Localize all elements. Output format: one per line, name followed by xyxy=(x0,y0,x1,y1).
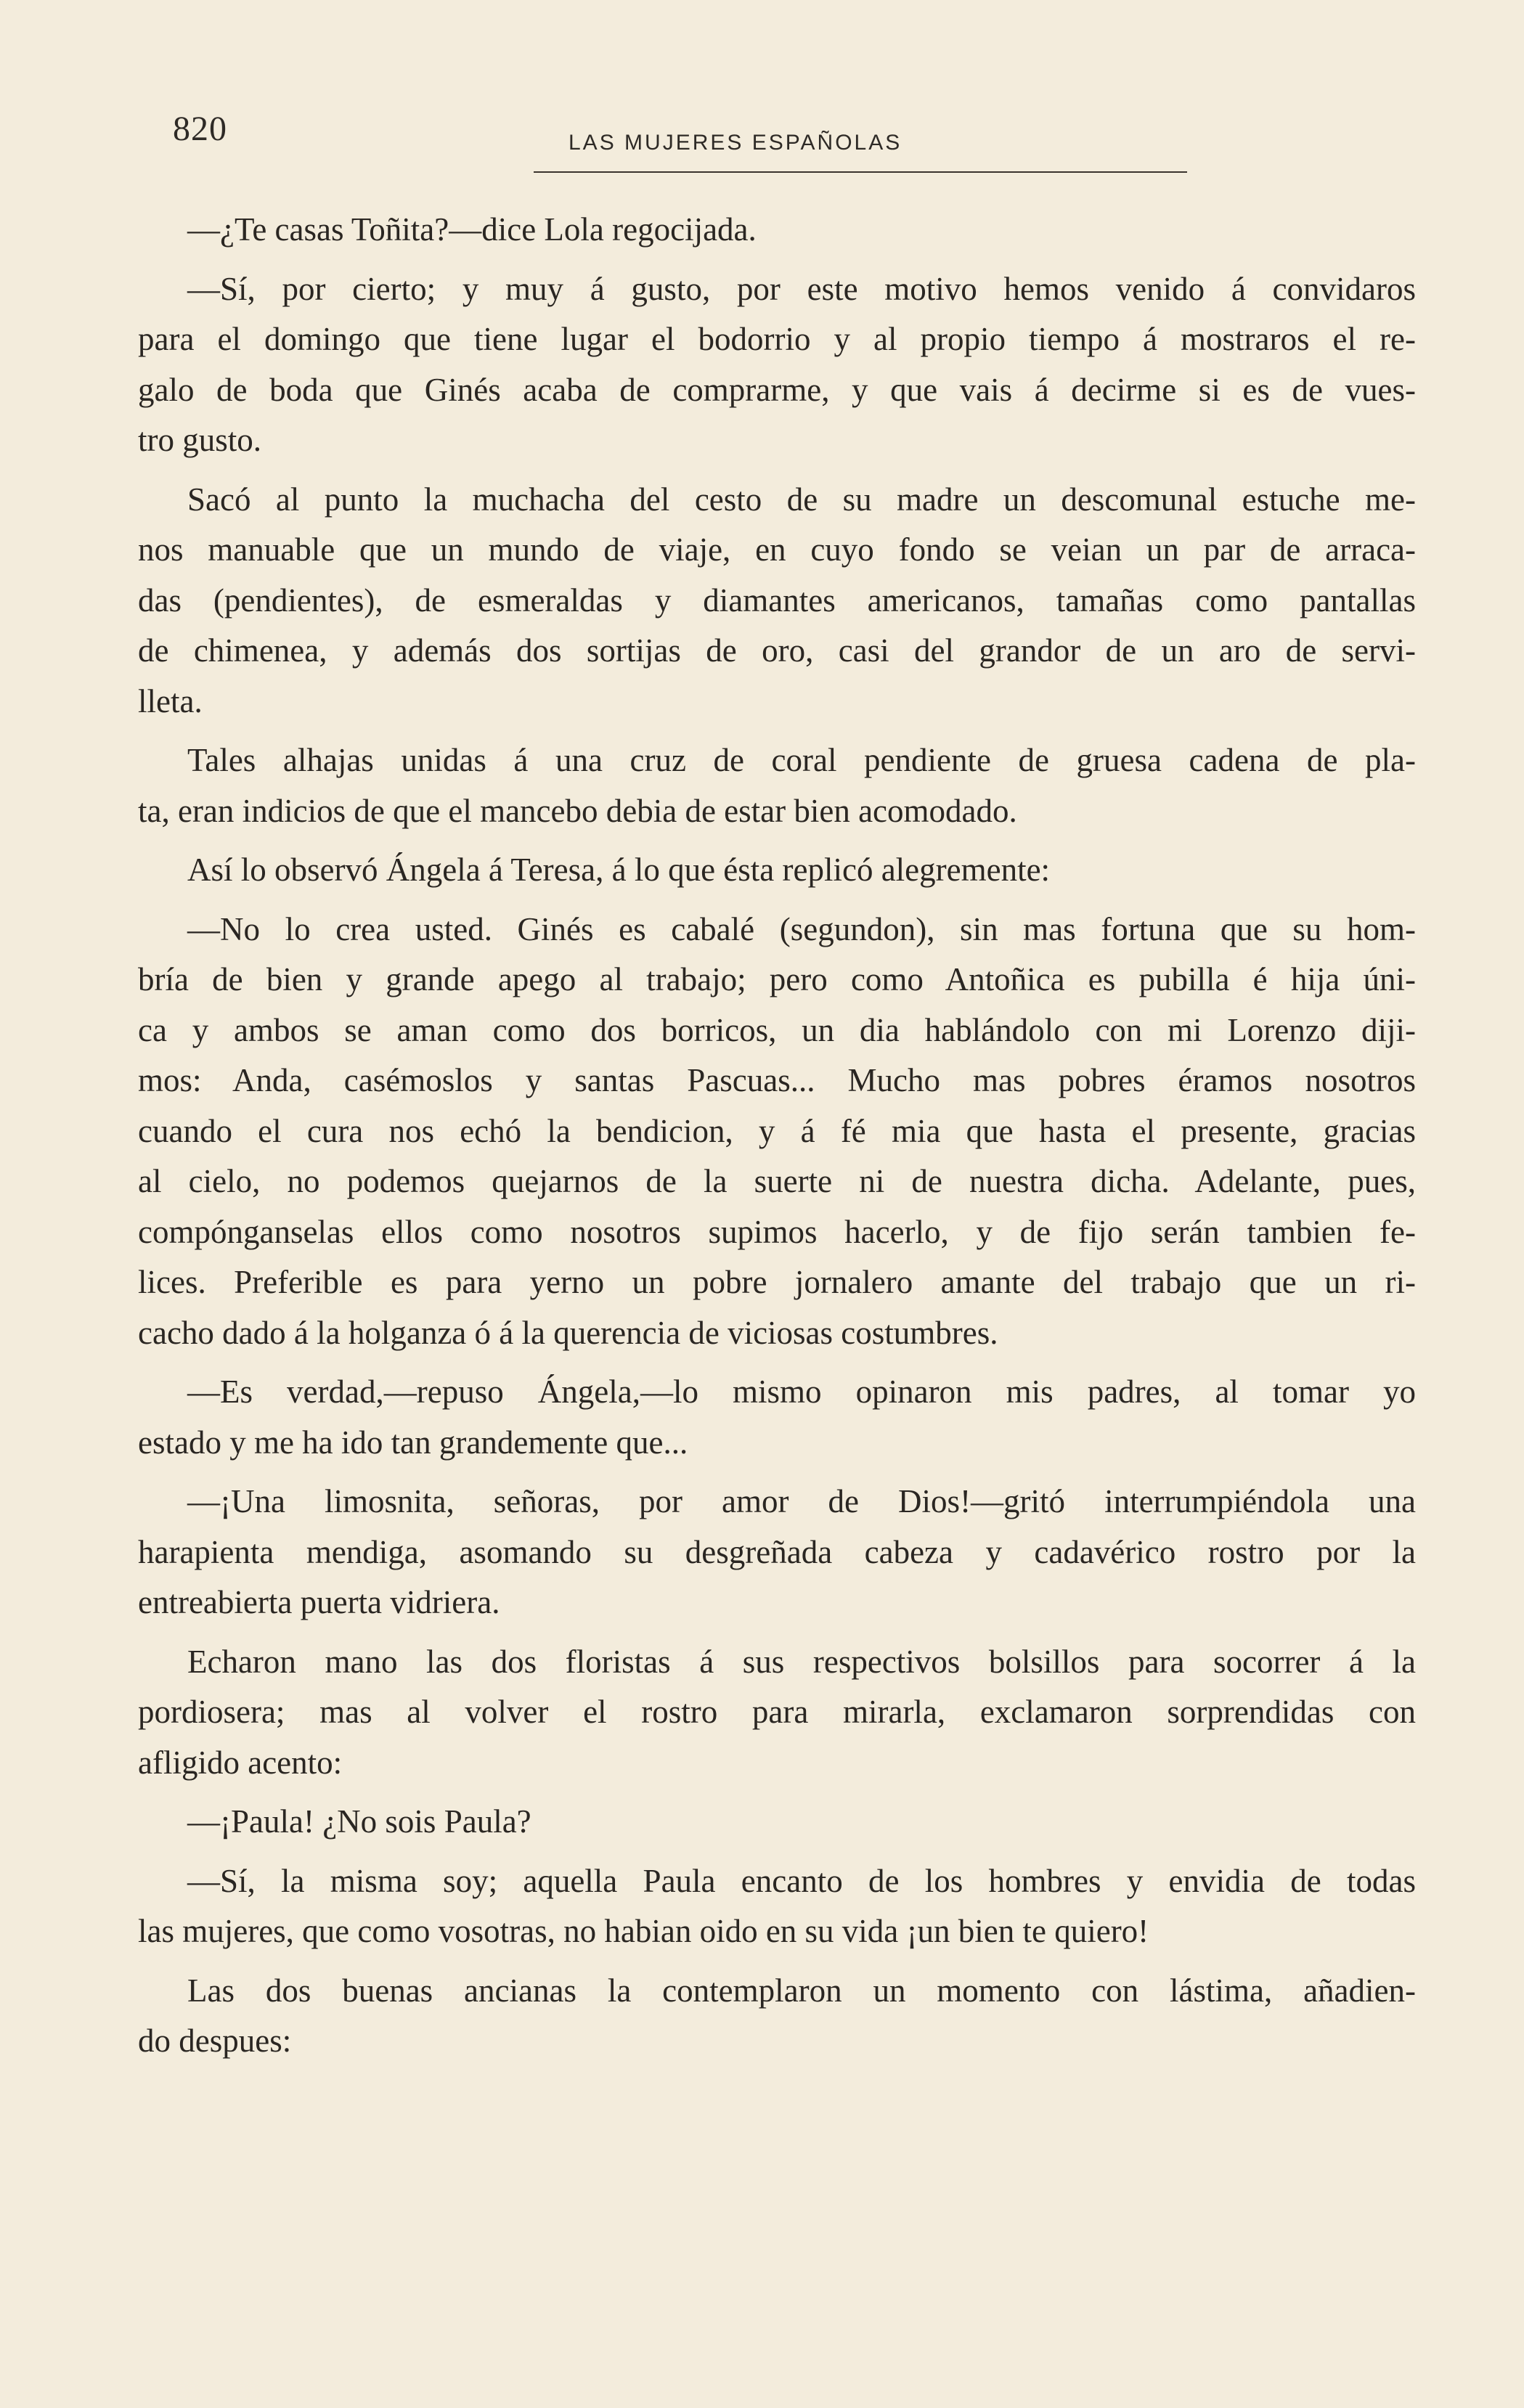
paragraph xyxy=(138,1966,1416,2067)
text-line: bría de bien y grande apego al trabajo; pero como Antoñica es pubilla é hija úni- xyxy=(138,961,1416,997)
paragraph xyxy=(138,1856,1416,1957)
text-line: estado y me ha ido tan grandemente que... xyxy=(138,1424,688,1461)
text-line: al cielo, no podemos quejarnos de la suerte ni de nuestra dicha. Adelante, pues, xyxy=(138,1163,1416,1199)
running-title: LAS MUJERES ESPAÑOLAS xyxy=(569,131,902,155)
text-line: cacho dado á la holganza ó á la querencia de viciosas costumbres. xyxy=(138,1314,998,1351)
text-line: cuando el cura nos echó la bendicion, y á fé mia que hasta el presente, gracias xyxy=(138,1112,1416,1149)
text-line: —¡Paula! ¿No sois Paula? xyxy=(187,1803,531,1840)
page-number: 820 xyxy=(173,110,227,148)
text-line: lleta. xyxy=(138,682,203,719)
text-line: —No lo crea usted. Ginés es cabalé (segundon), sin mas fortuna que su hom- xyxy=(187,910,1416,947)
text-line: compónganselas ellos como nosotros supimos hacerlo, y de fijo serán tambien fe- xyxy=(138,1213,1416,1250)
text-line: lices. Preferible es para yerno un pobre jornalero amante del trabajo que un ri- xyxy=(138,1264,1416,1300)
text-line: pordiosera; mas al volver el rostro para mirarla, exclamaron sorprendidas con xyxy=(138,1694,1416,1730)
text-line: mos: Anda, casémoslos y santas Pascuas... Mucho mas pobres éramos nosotros xyxy=(138,1062,1416,1098)
text-line: Sacó al punto la muchacha del cesto de su madre un descomunal estuche me- xyxy=(187,481,1416,518)
text-line: —Sí, la misma soy; aquella Paula encanto de los hombres y envidia de todas xyxy=(187,1862,1416,1899)
paragraph xyxy=(138,475,1416,727)
text-line: —¿Te casas Toñita?—dice Lola regocijada. xyxy=(187,211,757,248)
text-line: nos manuable que un mundo de viaje, en cuyo fondo se veian un par de arraca- xyxy=(138,531,1416,568)
text-line: afligido acento: xyxy=(138,1744,343,1781)
text-line: ca y ambos se aman como dos borricos, un dia hablándolo con mi Lorenzo diji- xyxy=(138,1011,1416,1048)
page-header xyxy=(173,109,1022,167)
paragraph xyxy=(138,735,1416,836)
text-line: harapienta mendiga, asomando su desgreñada cabeza y cadavérico rostro por la xyxy=(138,1533,1416,1570)
paragraph xyxy=(138,1637,1416,1789)
text-line: tro gusto. xyxy=(138,422,262,458)
text-line: entreabierta puerta vidriera. xyxy=(138,1584,500,1620)
text-line: de chimenea, y además dos sortijas de oro, casi del grandor de un aro de servi- xyxy=(138,632,1416,669)
text-line: Las dos buenas ancianas la contemplaron un momento con lástima, añadien- xyxy=(187,1972,1416,2009)
text-line: —Es verdad,—repuso Ángela,—lo mismo opinaron mis padres, al tomar yo xyxy=(187,1374,1416,1410)
body-text xyxy=(138,205,1416,2067)
text-line: ta, eran indicios de que el mancebo debia de estar bien acomodado. xyxy=(138,792,1017,829)
paragraph xyxy=(138,905,1416,1359)
text-line: Así lo observó Ángela á Teresa, á lo que ésta replicó alegremente: xyxy=(187,852,1051,888)
text-line: Echaron mano las dos floristas á sus respectivos bolsillos para socorrer á la xyxy=(187,1643,1416,1680)
text-line: do despues: xyxy=(138,2023,292,2059)
text-line: para el domingo que tiene lugar el bodorrio y al propio tiempo á mostraros el re- xyxy=(138,321,1416,357)
paragraph xyxy=(138,1367,1416,1468)
paragraph xyxy=(138,845,1416,896)
paragraph xyxy=(138,205,1416,256)
paragraph xyxy=(138,1797,1416,1848)
text-line: das (pendientes), de esmeraldas y diamantes americanos, tamañas como pantallas xyxy=(138,581,1416,619)
text-line: —Sí, por cierto; y muy á gusto, por este motivo hemos venido á convidaros xyxy=(187,270,1416,307)
text-line: Tales alhajas unidas á una cruz de coral pendiente de gruesa cadena de pla- xyxy=(187,742,1416,778)
text-line: galo de boda que Ginés acaba de comprarme, y que vais á decirme si es de vues- xyxy=(138,371,1416,408)
header-rule xyxy=(534,171,1187,173)
paragraph xyxy=(138,1477,1416,1628)
text-line: las mujeres, que como vosotras, no habian oido en su vida ¡un bien te quiero! xyxy=(138,1913,1149,1949)
paragraph xyxy=(138,264,1416,466)
text-line: —¡Una limosnita, señoras, por amor de Dios!—gritó interrumpiéndola una xyxy=(187,1483,1416,1519)
